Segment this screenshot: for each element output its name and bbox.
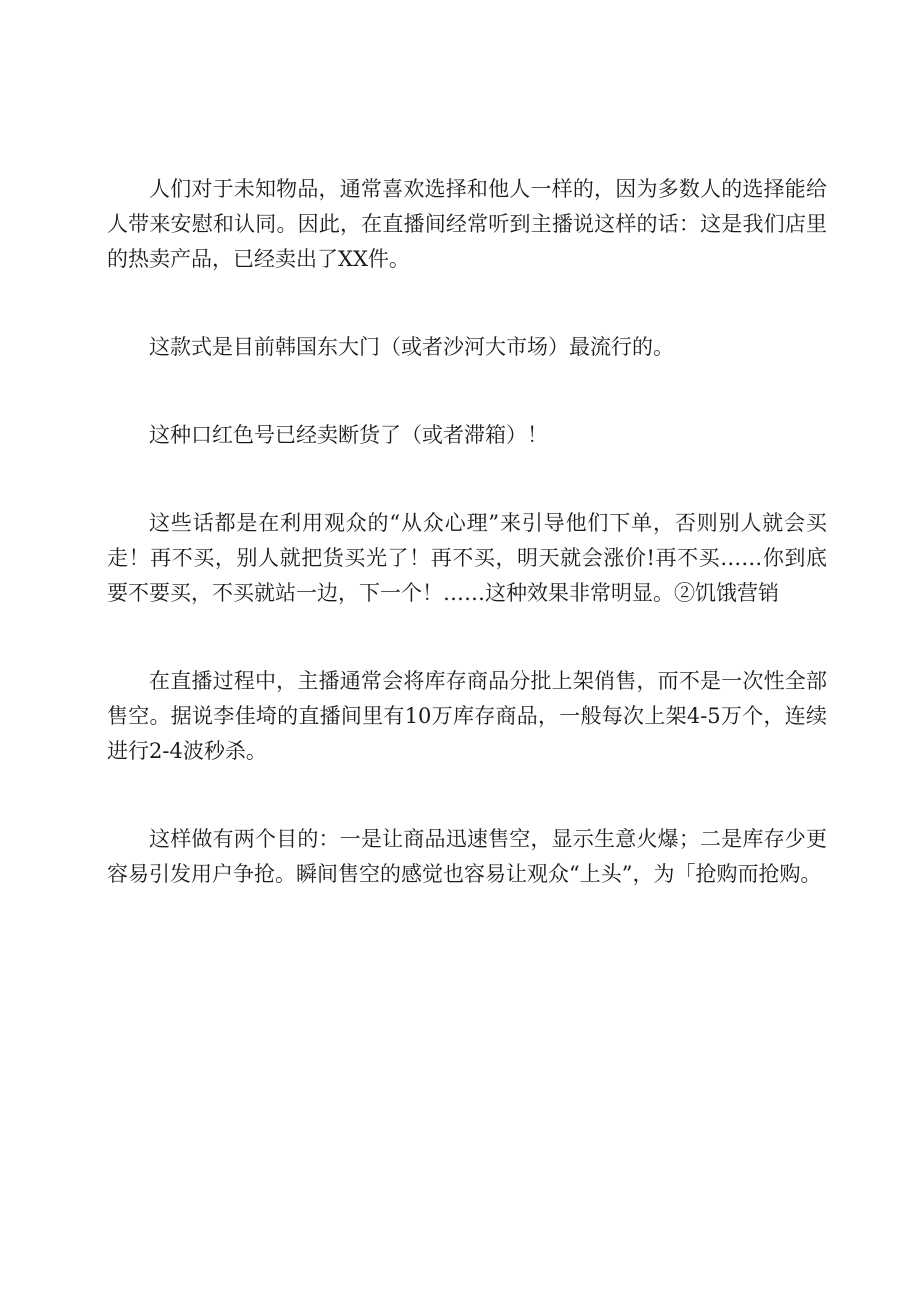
paragraph-batch-release: 在直播过程中，主播通常会将库存商品分批上架俏售，而不是一次性全部售空。据说李佳埼的直播间里有10万库存商品，一般每次上架4-5万个，连续进行2-4波秒杀。 [107, 669, 827, 763]
paragraph-purpose: 这样做有两个目的：一是让商品迅速售空，显示生意火爆；二是库存少更容易引发用户争抢。瞬间售空的感觉也容易让观众“上头”，为「抢购而抢购。 [107, 827, 827, 886]
paragraph-herd-mentality-intro: 人们对于未知物品，通常喜欢选择和他人一样的，因为多数人的选择能给人带来安慰和认同。因此，在直播间经常听到主播说这样的话：这是我们店里的热卖产品，已经卖出了XX件。 [107, 177, 827, 271]
paragraph-herd-mentality-explanation: 这些话都是在利用观众的“从众心理”来引导他们下单，否则别人就会买走！再不买，别人就把货买光了！再不买，明天就会涨价!再不买……你到底要不要买，不买就站一边，下一个！……这种效果非常明显。②饥饿营销 [107, 511, 827, 605]
paragraph-sold-out-example: 这种口红色号已经卖断货了（或者滞箱）！ [149, 423, 548, 447]
paragraph-trend-example: 这款式是目前韩国东大门（或者沙河大市场）最流行的。 [149, 335, 674, 359]
document-body [107, 172, 827, 892]
